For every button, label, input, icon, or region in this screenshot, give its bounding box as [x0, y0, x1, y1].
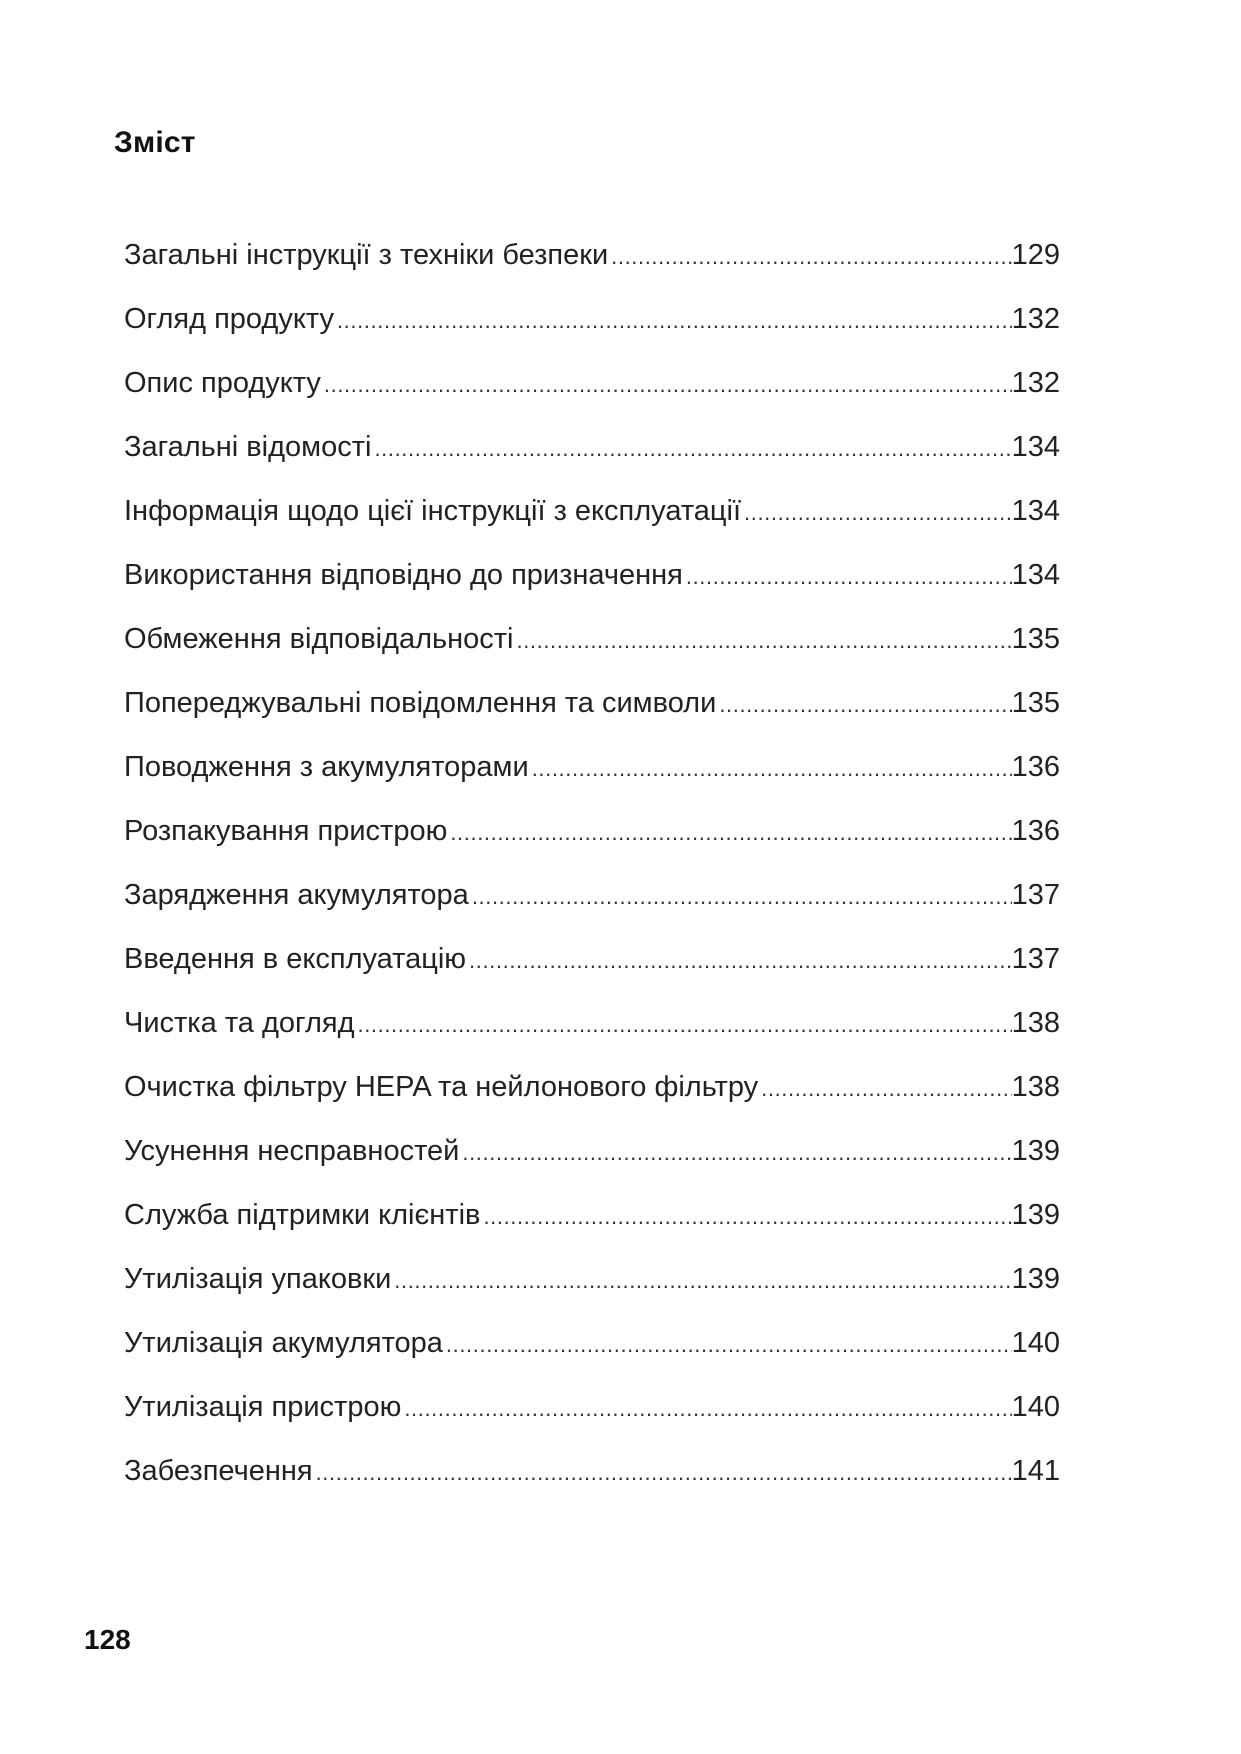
toc-entry[interactable] — [124, 1198, 1060, 1262]
toc-entry-title: Загальні інструкції з техніки безпеки — [124, 239, 609, 271]
toc-entry[interactable] — [124, 494, 1060, 558]
toc-entry-page: 140 — [1011, 1391, 1060, 1423]
toc-entry-page: 134 — [1011, 495, 1060, 527]
toc-entry-title: Усунення несправностей — [124, 1135, 460, 1167]
toc-entry-page: 132 — [1011, 367, 1060, 399]
toc-entry-title: Введення в експлуатацію — [124, 943, 467, 975]
toc-entry[interactable] — [124, 1390, 1060, 1454]
toc-entry[interactable] — [124, 942, 1060, 1006]
toc-entry-page: 138 — [1011, 1007, 1060, 1039]
toc-entry[interactable] — [124, 814, 1060, 878]
toc-entry-title: Опис продукту — [124, 367, 321, 399]
toc-dot-leader — [514, 624, 1012, 658]
toc-entry[interactable] — [124, 366, 1060, 430]
toc-entry-page: 135 — [1011, 623, 1060, 655]
toc-entry-page: 129 — [1011, 239, 1060, 271]
toc-entry-page: 136 — [1011, 751, 1060, 783]
toc-dot-leader — [466, 944, 1012, 978]
toc-entry-page: 141 — [1011, 1455, 1060, 1487]
page-title: Зміст — [114, 126, 196, 159]
toc-entry-title: Обмеження відповідальності — [124, 623, 514, 655]
toc-entry[interactable] — [124, 750, 1060, 814]
toc-dot-leader — [391, 1264, 1011, 1298]
toc-dot-leader — [459, 1136, 1011, 1170]
toc-entry-title: Інформація щодо цієї інструкції з експлуатації — [124, 495, 742, 527]
toc-dot-leader — [401, 1392, 1011, 1426]
toc-entry-page: 140 — [1011, 1327, 1060, 1359]
toc-entry-page: 134 — [1011, 431, 1060, 463]
toc-dot-leader — [480, 1200, 1011, 1234]
toc-entry-title: Служба підтримки клієнтів — [124, 1199, 481, 1231]
toc-entry-page: 139 — [1011, 1263, 1060, 1295]
toc-entry-page: 134 — [1011, 559, 1060, 591]
toc-entry[interactable] — [124, 1454, 1060, 1518]
toc-dot-leader — [758, 1072, 1011, 1106]
toc-entry-title: Забезпечення — [124, 1455, 313, 1487]
toc-dot-leader — [334, 304, 1012, 338]
toc-dot-leader — [355, 1008, 1012, 1042]
toc-entry[interactable] — [124, 1134, 1060, 1198]
toc-entry-title: Чистка та догляд — [124, 1007, 355, 1039]
toc-dot-leader — [716, 688, 1011, 722]
toc-dot-leader — [447, 816, 1011, 850]
toc-entry-page: 139 — [1011, 1199, 1060, 1231]
toc-entry[interactable] — [124, 1070, 1060, 1134]
toc-entry-title: Утилізація упаковки — [124, 1263, 392, 1295]
toc-entry[interactable] — [124, 622, 1060, 686]
toc-entry-page: 135 — [1011, 687, 1060, 719]
toc-entry-title: Попереджувальні повідомлення та символи — [124, 687, 717, 719]
toc-entry-title: Використання відповідно до призначення — [124, 559, 683, 591]
toc-dot-leader — [443, 1328, 1012, 1362]
toc-dot-leader — [313, 1456, 1012, 1490]
toc-dot-leader — [529, 752, 1012, 786]
toc-entry-title: Огляд продукту — [124, 303, 334, 335]
toc-dot-leader — [371, 432, 1011, 466]
toc-entry-title: Утилізація пристрою — [124, 1391, 402, 1423]
toc-entry-page: 132 — [1011, 303, 1060, 335]
toc-entry-page: 137 — [1011, 943, 1060, 975]
toc-entry[interactable] — [124, 1006, 1060, 1070]
toc-dot-leader — [741, 496, 1012, 530]
toc-entry-page: 138 — [1011, 1071, 1060, 1103]
page-number: 128 — [84, 1624, 131, 1655]
toc-entry[interactable] — [124, 238, 1060, 302]
toc-entry-page: 139 — [1011, 1135, 1060, 1167]
toc-entry-title: Поводження з акумуляторами — [124, 751, 529, 783]
table-of-contents — [124, 238, 1060, 1518]
toc-entry-page: 136 — [1011, 815, 1060, 847]
toc-dot-leader — [683, 560, 1012, 594]
toc-dot-leader — [608, 240, 1011, 274]
toc-entry-title: Загальні відомості — [124, 431, 372, 463]
toc-entry-title: Розпакування пристрою — [124, 815, 448, 847]
toc-entry[interactable] — [124, 1326, 1060, 1390]
toc-dot-leader — [469, 880, 1012, 914]
toc-entry[interactable] — [124, 686, 1060, 750]
toc-entry[interactable] — [124, 302, 1060, 366]
toc-entry-title: Зарядження акумулятора — [124, 879, 469, 911]
toc-entry-page: 137 — [1011, 879, 1060, 911]
toc-entry[interactable] — [124, 430, 1060, 494]
toc-entry[interactable] — [124, 878, 1060, 942]
toc-entry-title: Очистка фільтру HEPA та нейлонового фільтру — [124, 1071, 759, 1103]
toc-dot-leader — [321, 368, 1012, 402]
toc-entry-title: Утилізація акумулятора — [124, 1327, 443, 1359]
toc-entry[interactable] — [124, 558, 1060, 622]
toc-entry[interactable] — [124, 1262, 1060, 1326]
